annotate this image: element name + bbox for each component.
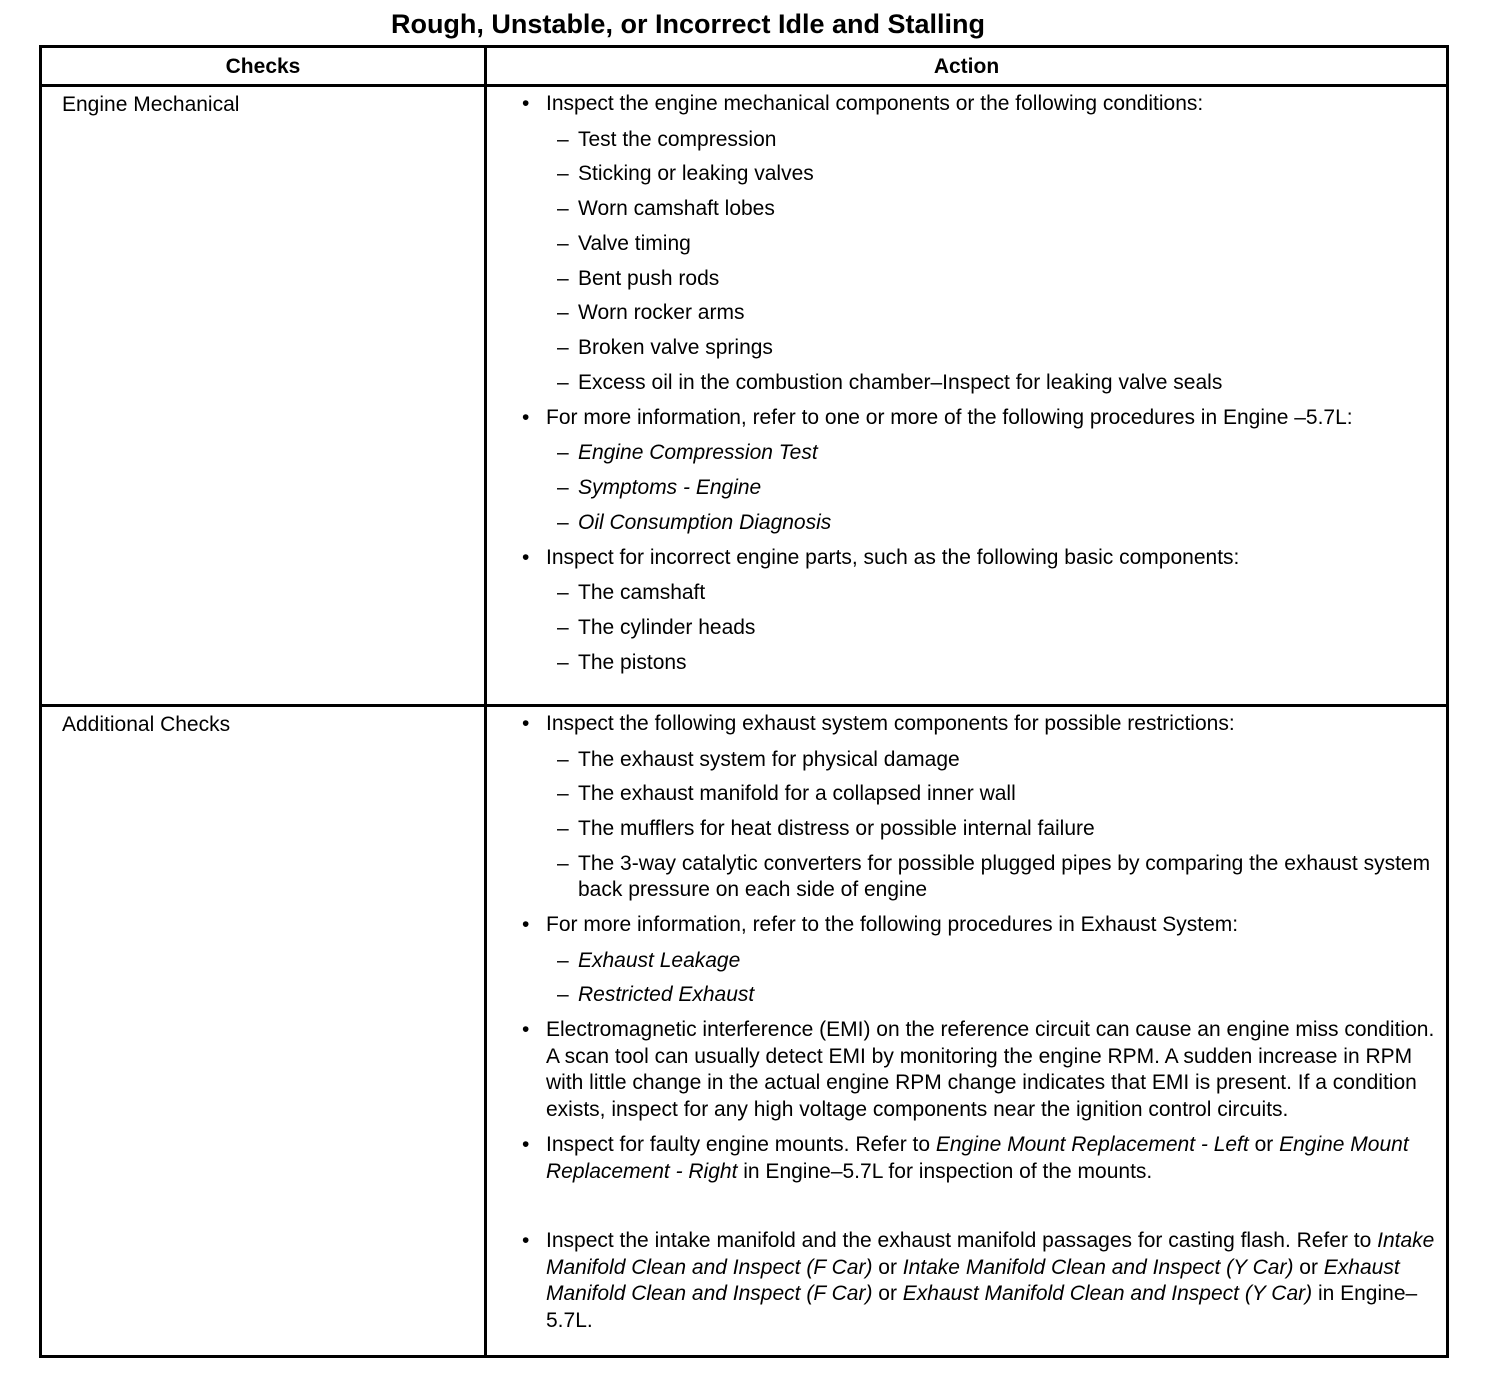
bullet-icon: •: [522, 405, 530, 429]
action-bullet: [522, 91, 1442, 127]
bullet-icon: •: [522, 545, 530, 569]
bullet-text: [546, 405, 1442, 441]
text-segment: Inspect for incorrect engine parts, such as the following basic components:: [546, 545, 1240, 569]
page-title: Rough, Unstable, or Incorrect Idle and Stalling: [390, 9, 986, 39]
sub-item: [522, 948, 1442, 983]
sub-item-text: Test the compression: [578, 127, 777, 151]
sub-item: [522, 615, 1442, 650]
sub-item-text: Worn camshaft lobes: [578, 197, 775, 221]
bullet-text: [546, 912, 1442, 948]
bullet-text: [546, 1132, 1442, 1194]
procedure-reference: Oil Consumption Diagnosis: [578, 510, 832, 534]
sub-item: [522, 161, 1442, 196]
dash-icon: –: [557, 266, 569, 290]
procedure-reference: Exhaust Leakage: [578, 948, 741, 972]
procedure-reference: Intake Manifold Clean and Inspect (Y Car): [902, 1255, 1294, 1279]
sub-item-text: The cylinder heads: [578, 616, 756, 640]
sub-item: [522, 475, 1442, 510]
sub-item-text: The mufflers for heat distress or possible internal failure: [578, 817, 1095, 841]
sub-item: [522, 440, 1442, 475]
action-bullet: [522, 1228, 1442, 1343]
sub-item: [522, 982, 1442, 1017]
bullet-text: [546, 1228, 1442, 1343]
dash-icon: –: [557, 616, 569, 640]
procedure-reference: Exhaust Manifold Clean and Inspect (F Car): [546, 1255, 1400, 1306]
dash-icon: –: [557, 851, 569, 875]
bullet-text: [546, 91, 1442, 127]
dash-icon: –: [557, 650, 569, 674]
text-segment: or: [1293, 1255, 1324, 1279]
sub-item: [522, 231, 1442, 266]
text-segment: For more information, refer to one or more of the following procedures in Engine –5.7L:: [546, 405, 1353, 429]
bullet-icon: •: [522, 1018, 530, 1042]
dash-icon: –: [557, 301, 569, 325]
dash-icon: –: [557, 162, 569, 186]
text-segment: Inspect the engine mechanical components or the following conditions:: [546, 92, 1204, 115]
procedure-reference: Restricted Exhaust: [578, 983, 755, 1007]
action-bullet: [522, 711, 1442, 747]
text-segment: in Engine–5.7L.: [546, 1282, 1418, 1332]
sub-item-text: The 3-way catalytic converters for possible plugged pipes by comparing the exhaust system back pressure on each side of engine: [578, 851, 1431, 902]
sub-item-text: Worn rocker arms: [578, 301, 745, 325]
dash-icon: –: [557, 231, 569, 255]
bullet-icon: •: [522, 92, 530, 115]
table-header-row: [42, 48, 1446, 87]
spacer: [522, 1194, 1442, 1228]
text-segment: For more information, refer to the following procedures in Exhaust System:: [546, 913, 1239, 937]
procedure-reference: Symptoms - Engine: [578, 476, 762, 500]
text-segment: or: [872, 1282, 903, 1306]
sub-item: [522, 747, 1442, 782]
dash-icon: –: [557, 782, 569, 806]
dash-icon: –: [557, 336, 569, 360]
sub-item-text: The exhaust manifold for a collapsed inner wall: [578, 782, 1016, 806]
action-cell: [522, 91, 1442, 685]
action-bullet: [522, 912, 1442, 948]
text-segment: Electromagnetic interference (EMI) on the reference circuit can cause an engine miss condition. A scan tool can usually detect EMI by monitoring the engine RPM. A sudden increase in RPM with little change in the actual engine RPM change indicates that EMI is present. If a condition exists, inspect for any high voltage components near the ignition control circuits.: [546, 1018, 1435, 1121]
action-cell: [522, 711, 1442, 1343]
text-segment: Inspect the intake manifold and the exhaust manifold passages for casting flash. Refer to: [546, 1229, 1378, 1253]
bullet-text: [546, 545, 1442, 581]
dash-icon: –: [557, 476, 569, 500]
sub-item-text: The pistons: [578, 650, 687, 674]
sub-item-text: Broken valve springs: [578, 336, 773, 360]
dash-icon: –: [557, 983, 569, 1007]
sub-item: [522, 300, 1442, 335]
dash-icon: –: [557, 127, 569, 151]
bullet-icon: •: [522, 1229, 530, 1253]
sub-item: [522, 335, 1442, 370]
sub-item-text: Valve timing: [578, 231, 691, 255]
sub-item: [522, 127, 1442, 162]
sub-item: [522, 266, 1442, 301]
sub-item: [522, 580, 1442, 615]
sub-item: [522, 851, 1442, 912]
check-cell: Additional Checks: [62, 713, 231, 736]
sub-item-text: Sticking or leaking valves: [578, 162, 814, 186]
dash-icon: –: [557, 197, 569, 221]
sub-item: [522, 370, 1442, 405]
procedure-reference: Exhaust Manifold Clean and Inspect (Y Car): [902, 1282, 1313, 1306]
procedure-reference: Engine Mount Replacement - Right: [546, 1133, 1409, 1183]
sub-item: [522, 816, 1442, 851]
procedure-reference: Engine Compression Test: [578, 441, 818, 465]
procedure-reference: Engine Mount Replacement - Left: [935, 1133, 1249, 1157]
text-segment: or: [1248, 1133, 1280, 1157]
action-bullet: [522, 1132, 1442, 1194]
action-bullet: [522, 405, 1442, 441]
dash-icon: –: [557, 581, 569, 605]
text-segment: Inspect the following exhaust system components for possible restrictions:: [546, 712, 1235, 735]
sub-item: [522, 650, 1442, 685]
dash-icon: –: [557, 747, 569, 771]
header-checks: Checks: [225, 55, 301, 78]
bullet-text: [546, 1017, 1442, 1132]
dash-icon: –: [557, 441, 569, 465]
bullet-icon: •: [522, 712, 530, 735]
check-cell: Engine Mechanical: [62, 93, 240, 116]
sub-item: [522, 510, 1442, 545]
table-row: [42, 87, 1446, 707]
sub-item-text: The exhaust system for physical damage: [578, 747, 960, 771]
sub-item-text: Bent push rods: [578, 266, 720, 290]
text-segment: Inspect for faulty engine mounts. Refer to: [546, 1133, 936, 1157]
action-bullet: [522, 1017, 1442, 1132]
procedure-reference: Intake Manifold Clean and Inspect (F Car): [546, 1229, 1435, 1279]
bullet-icon: •: [522, 1133, 530, 1157]
dash-icon: –: [557, 817, 569, 841]
dash-icon: –: [557, 371, 569, 395]
bullet-text: [546, 711, 1442, 747]
text-segment: or: [872, 1255, 903, 1279]
sub-item: [522, 781, 1442, 816]
sub-item-text: The camshaft: [578, 581, 706, 605]
bullet-icon: •: [522, 913, 530, 937]
dash-icon: –: [557, 510, 569, 534]
dash-icon: –: [557, 948, 569, 972]
text-segment: in Engine–5.7L for inspection of the mounts.: [737, 1159, 1153, 1183]
sub-item-text: Excess oil in the combustion chamber–Inspect for leaking valve seals: [578, 371, 1223, 395]
header-action: Action: [933, 55, 1000, 78]
sub-item: [522, 196, 1442, 231]
action-bullet: [522, 545, 1442, 581]
checks-action-table: [39, 45, 1449, 1358]
table-row: [42, 707, 1446, 1355]
